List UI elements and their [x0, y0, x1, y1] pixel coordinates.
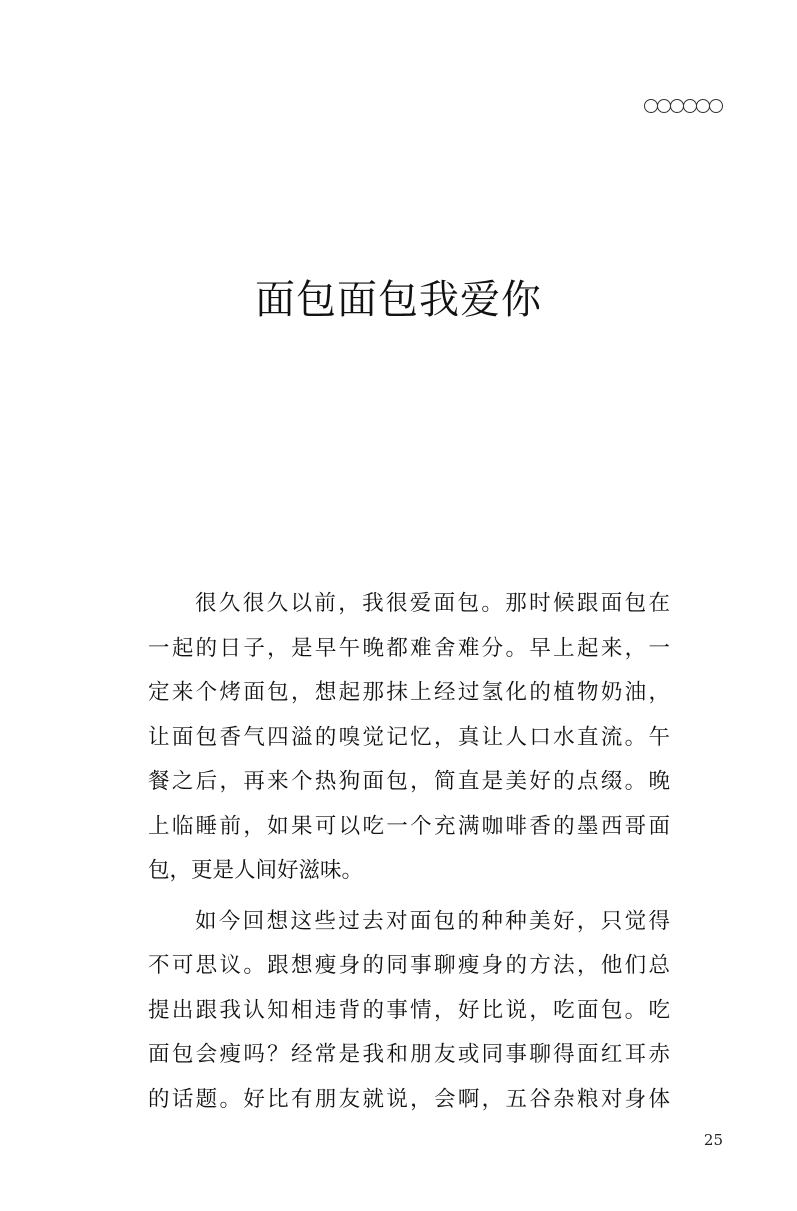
text-line: 一起的日子，是早午晚都难舍难分。早上起来，一 [148, 635, 670, 661]
body-text [148, 582, 670, 1128]
circle-outline-icon [709, 99, 723, 113]
text-line: 面包会瘦吗？经常是我和朋友或同事聊得面红耳赤 [148, 1042, 670, 1067]
circle-outline-icon [670, 99, 684, 113]
circle-outline-icon [696, 99, 710, 113]
paragraph-1 [148, 582, 670, 894]
paragraph-2 [148, 900, 670, 1123]
circle-outline-icon [657, 99, 671, 113]
text-line: 如今回想这些过去对面包的种种美好，只觉得 [195, 908, 670, 934]
text-line: 上临睡前，如果可以吃一个充满咖啡香的墨西哥面 [148, 813, 670, 839]
text-line: 提出跟我认知相违背的事情，好比说，吃面包。吃 [148, 997, 670, 1023]
text-line: 让面包香气四溢的嗅觉记忆，真让人口水直流。午 [148, 724, 670, 750]
text-line: 包，更是人间好滋味。 [148, 858, 364, 883]
text-line: 的话题。好比有朋友就说，会啊，五谷杂粮对身体 [148, 1086, 670, 1112]
circle-outline-icon [683, 99, 697, 113]
text-line: 很久很久以前，我很爱面包。那时候跟面包在 [195, 591, 670, 616]
circle-outline-icon [644, 99, 658, 113]
text-line: 不可思议。跟想瘦身的同事聊瘦身的方法，他们总 [148, 953, 670, 978]
text-line: 餐之后，再来个热狗面包，简直是美好的点缀。晚 [148, 769, 670, 794]
header-decoration [645, 99, 723, 113]
chapter-title: 面包面包我爱你 [255, 277, 542, 323]
text-line: 定来个烤面包，想起那抹上经过氢化的植物奶油， [148, 680, 670, 705]
page-number: 25 [703, 1131, 723, 1149]
